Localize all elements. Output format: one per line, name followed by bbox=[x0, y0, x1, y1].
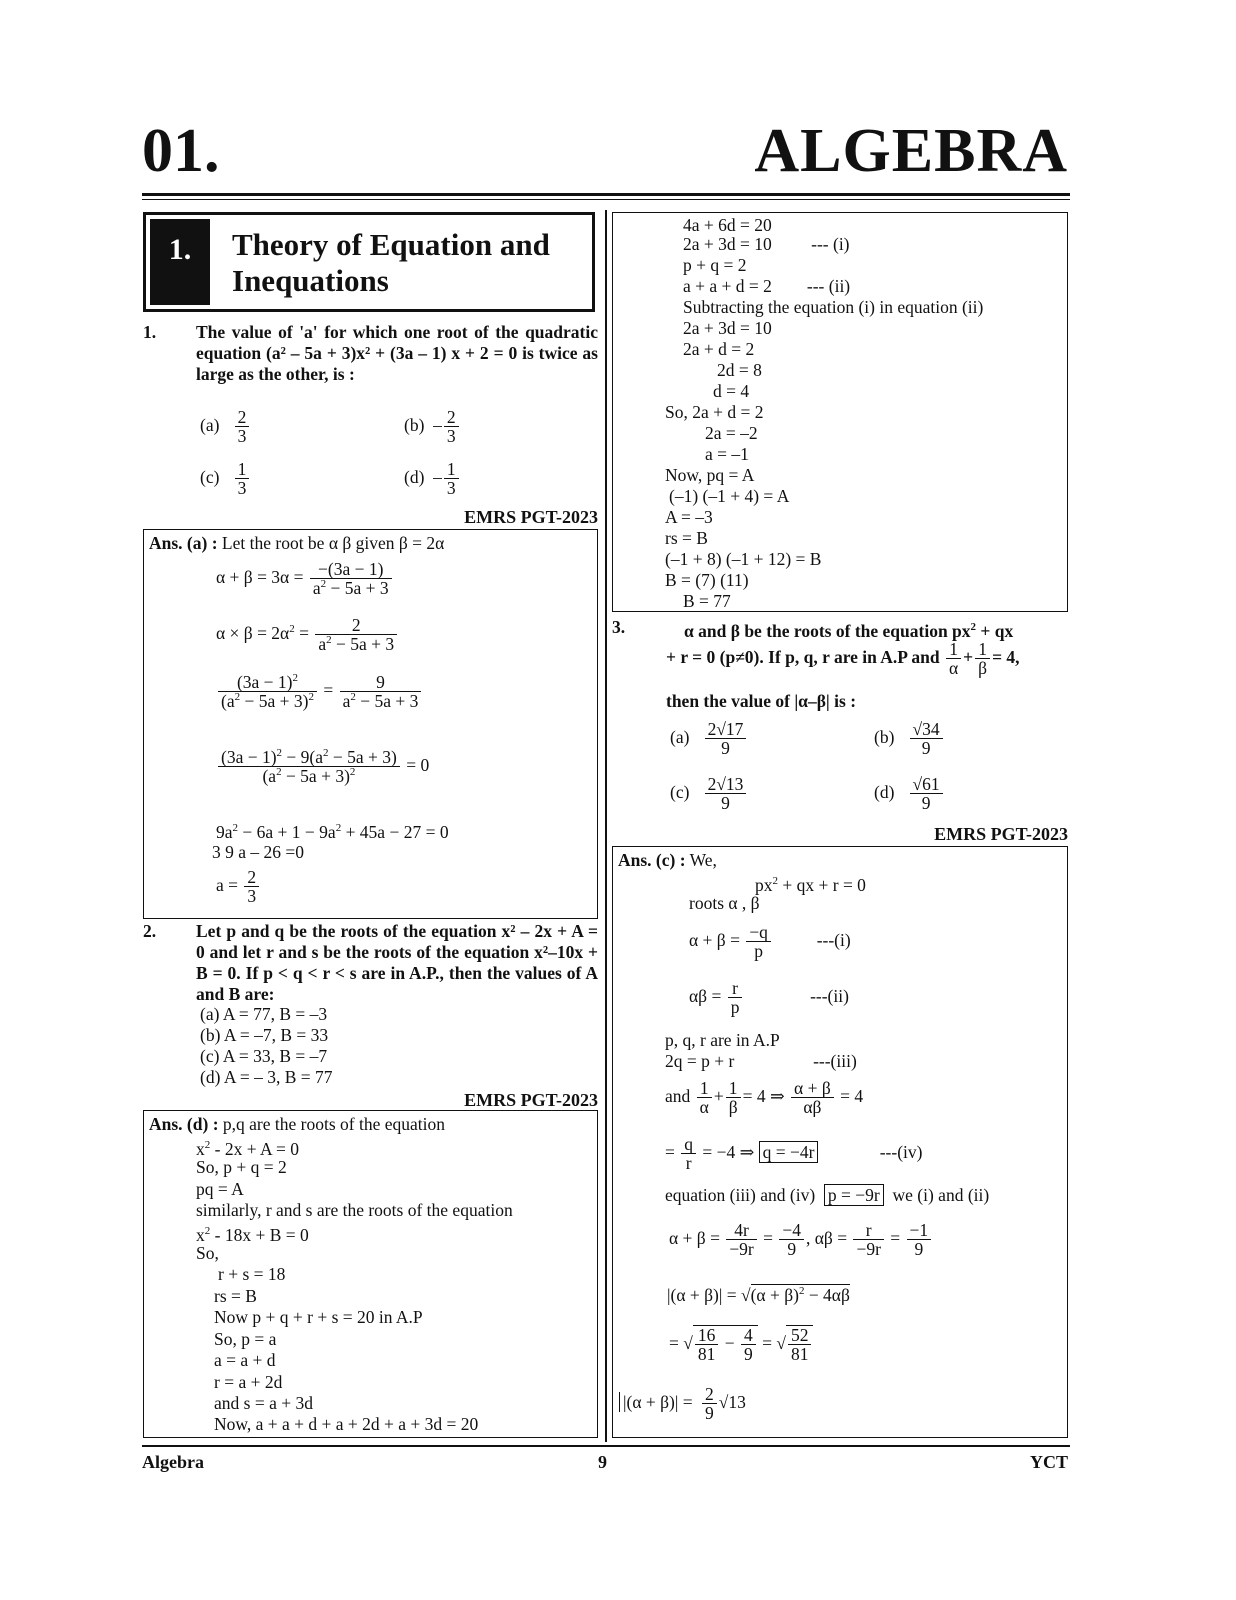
q3-line: = $\frac{q}{r}$ = −4 ⇒ q = −4r ---(iv) bbox=[665, 1134, 923, 1174]
q2-line: similarly, r and s are the roots of the equation bbox=[196, 1200, 513, 1220]
q2-line: r = a + 2d bbox=[214, 1372, 283, 1392]
q3-line: $|(\alpha + \beta)| = √(\alpha + \beta)^2 - 4\alpha\beta$ bbox=[667, 1284, 850, 1305]
page-number: 9 bbox=[598, 1452, 607, 1472]
q2-line: So, bbox=[196, 1243, 219, 1263]
q2-line: (–1) (–1 + 4) = A bbox=[669, 486, 790, 506]
chapter-title: ALGEBRA bbox=[754, 117, 1068, 185]
q2-line: rs = B bbox=[214, 1286, 257, 1306]
q2-answer-box-left bbox=[143, 1110, 598, 1438]
q2-ans-line: Ans. (d) : p,q are the roots of the equation bbox=[149, 1114, 445, 1134]
q1-eq-zero: $\frac{(3a - 1)^2 - 9(a^2 - 5a + 3)}{(a^2 - 5a + 3)^2}$ = 0 bbox=[216, 748, 429, 786]
q2-line: 2a = –2 bbox=[705, 423, 758, 443]
q2-line: 2d = 8 bbox=[717, 360, 762, 380]
q1-ans-line: Ans. (a) : Let the root be α β given β = 2α bbox=[149, 533, 445, 553]
q2-line: Now p + q + r + s = 20 in A.P bbox=[214, 1307, 423, 1327]
q2-option-d: (d) A = – 3, B = 77 bbox=[200, 1067, 333, 1087]
q2-line: a = –1 bbox=[705, 444, 749, 464]
q2-line: a + a + d = 2 --- (ii) bbox=[683, 276, 851, 296]
q2-line: 2a + d = 2 bbox=[683, 339, 755, 359]
footer-rule bbox=[142, 1445, 1070, 1447]
q2-line: 2a + 3d = 10 --- (i) bbox=[683, 234, 850, 254]
q2-option-b: (b) A = –7, B = 33 bbox=[200, 1025, 329, 1045]
column-divider bbox=[605, 210, 607, 1442]
q2-answer-box-right bbox=[612, 212, 1068, 612]
q3-line: $px^2$ + qx + r = 0 bbox=[755, 874, 866, 895]
q3-line: α + β = $\frac{-q}{p}$ ---(i) bbox=[689, 922, 851, 962]
q2-line: Now, pq = A bbox=[665, 465, 755, 485]
q3-line: = √ $\frac{16}{81}$ − $\frac{4}{9}$ = √ $\frac{52}{81}$ bbox=[669, 1325, 813, 1364]
q2-line: r + s = 18 bbox=[218, 1264, 286, 1284]
footer-right: YCT bbox=[1029, 1452, 1068, 1472]
q3-line: 2q = p + r ---(iii) bbox=[665, 1051, 857, 1071]
q2-line: B = 77 bbox=[683, 591, 731, 611]
q2-line: Now, a + a + d + a + 2d + a + 3d = 20 bbox=[214, 1414, 479, 1434]
q3-text-line2: + r = 0 (p≠0). If p, q, r are in A.P and $\frac{1}{\alpha}$ + $\frac{1}{\beta}$ = 4, bbox=[666, 639, 1020, 679]
q3-option-b: (b) $\frac{√34}{9}$ bbox=[874, 720, 945, 758]
q1-eq-sum: α + β = 3α = $\frac{-(3a - 1)}{a^2 - 5a + 3}$ bbox=[216, 560, 394, 598]
q2-line: Subtracting the equation (i) in equation (ii) bbox=[683, 297, 984, 317]
q3-answer-box bbox=[612, 846, 1068, 1438]
section-title: Theory of Equation and Inequations bbox=[232, 227, 550, 298]
chapter-number: 01. bbox=[142, 117, 220, 185]
q1-eq-expand: $9a^2 - 6a + 1 - 9a^2 + 45a - 27 = 0$ bbox=[216, 821, 449, 842]
q2-line: B = (7) (11) bbox=[665, 570, 749, 590]
q2-line: $x^2 - 2x + A = 0$ bbox=[196, 1138, 300, 1159]
q2-option-a: (a) A = 77, B = –3 bbox=[200, 1004, 328, 1024]
q3-text-line3: then the value of |α–β| is : bbox=[666, 691, 857, 711]
q1-option-d: (d) – $\frac{1}{3}$ bbox=[404, 460, 461, 498]
q2-line: 2a + 3d = 10 bbox=[683, 318, 772, 338]
q3-option-a: (a) $\frac{2√17}{9}$ bbox=[670, 720, 748, 758]
q1-text: The value of 'a' for which one root of the quadratic equation (a² – 5a + 3)x² + (3a – 1) x + 2 = 0 is twice as large as the other, is : bbox=[196, 322, 598, 384]
header-rule bbox=[142, 193, 1070, 196]
q2-line: So, 2a + d = 2 bbox=[665, 402, 764, 422]
q2-option-c: (c) A = 33, B = –7 bbox=[200, 1046, 328, 1066]
q1-option-b: (b) – $\frac{2}{3}$ bbox=[404, 408, 461, 446]
q2-line: So, p + q = 2 bbox=[196, 1157, 287, 1177]
q1-eq-ratio: $\frac{(3a - 1)^2}{(a^2 - 5a + 3)^2}$ = $\frac{9}{a^2 - 5a + 3}$ bbox=[216, 673, 423, 711]
q2-line: pq = A bbox=[196, 1179, 244, 1199]
q2-line: p + q = 2 bbox=[683, 255, 747, 275]
q1-option-c: (c) $\frac{1}{3}$ bbox=[200, 460, 251, 498]
section-heading bbox=[143, 212, 595, 312]
q1-number: 1. bbox=[143, 322, 157, 342]
q1-answer-box bbox=[143, 529, 598, 919]
q2-line: a = a + d bbox=[214, 1350, 276, 1370]
section-number: 1. bbox=[150, 219, 210, 305]
header-rule-thin bbox=[142, 199, 1070, 200]
q3-option-c: (c) $\frac{2√13}{9}$ bbox=[670, 775, 748, 813]
q2-number: 2. bbox=[143, 921, 157, 941]
q1-source: EMRS PGT-2023 bbox=[464, 507, 598, 527]
q3-number: 3. bbox=[612, 617, 626, 637]
q1-eq-linear: 3 9 a – 26 =0 bbox=[212, 842, 305, 862]
q2-line: 4a + 6d = 20 bbox=[683, 215, 772, 235]
q1-option-a: (a) $\frac{2}{3}$ bbox=[200, 408, 251, 446]
q2-line: $x^2 - 18x + B = 0$ bbox=[196, 1224, 309, 1245]
q2-line: So, p = a bbox=[214, 1329, 277, 1349]
q3-line: α + β = $\frac{4r}{-9r}$ = $\frac{-4}{9}$ , αβ = $\frac{r}{-9r}$ = $\frac{-1}{9}$ bbox=[669, 1221, 933, 1259]
q2-line: A = –3 bbox=[665, 507, 713, 527]
q3-line: and $\frac{1}{\alpha}$ + $\frac{1}{\beta}$ = 4 ⇒ $\frac{\alpha + \beta}{\alpha\beta}$ = 4 bbox=[665, 1078, 864, 1118]
q3-line: αβ = $\frac{r}{p}$ ---(ii) bbox=[689, 978, 849, 1018]
q2-line: and s = a + 3d bbox=[214, 1393, 313, 1413]
q3-ans-line: Ans. (c) : We, bbox=[618, 850, 717, 870]
footer-left: Algebra bbox=[142, 1452, 204, 1472]
q3-line: |(α + β)| = $\frac{2}{9}$ √13 bbox=[619, 1385, 746, 1423]
q3-line: roots α , β bbox=[689, 893, 760, 913]
q2-line: (–1 + 8) (–1 + 12) = B bbox=[665, 549, 822, 569]
q2-line: d = 4 bbox=[713, 381, 750, 401]
q3-line: equation (iii) and (iv) p = −9r we (i) and (ii) bbox=[665, 1185, 990, 1205]
q3-text-line1: α and β be the roots of the equation $px^2$ + qx bbox=[684, 620, 1014, 641]
q2-source: EMRS PGT-2023 bbox=[464, 1090, 598, 1110]
q2-line: rs = B bbox=[665, 528, 708, 548]
q1-eq-result: a = $\frac{2}{3}$ bbox=[216, 868, 261, 906]
q3-source: EMRS PGT-2023 bbox=[934, 824, 1068, 844]
q3-line: p, q, r are in A.P bbox=[665, 1030, 780, 1050]
q2-text: Let p and q be the roots of the equation x² – 2x + A = 0 and let r and s be the roots of the equation x²–10x + B = 0. If p < q < r < s are in A.P., then the values of A and B are: bbox=[196, 921, 598, 1004]
q1-eq-product: $\alpha \times \beta = 2\alpha^2$ = $\frac{2}{a^2 - 5a + 3}$ bbox=[216, 616, 399, 654]
q3-option-d: (d) $\frac{√61}{9}$ bbox=[874, 775, 945, 813]
